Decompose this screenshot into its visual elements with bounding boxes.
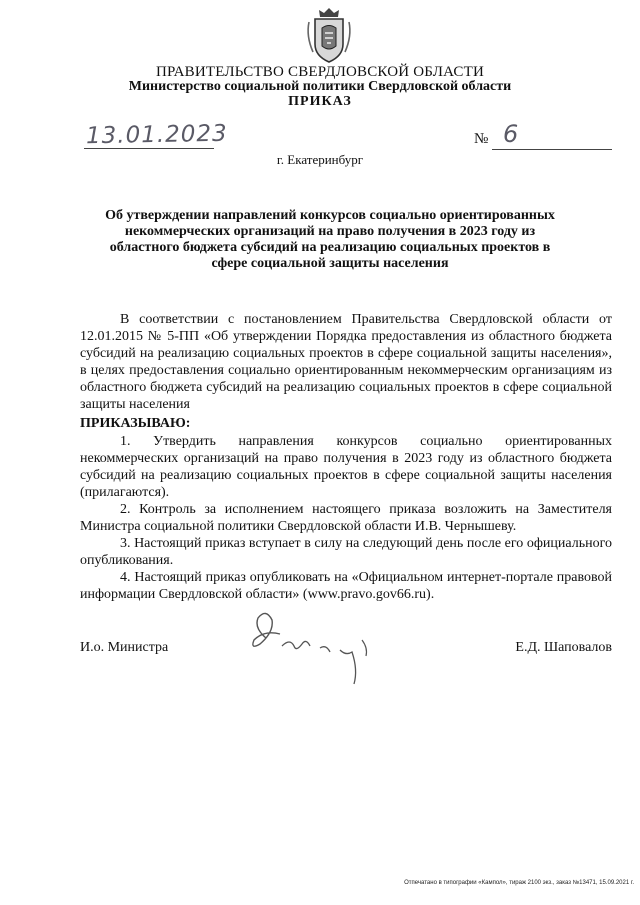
order-item-1: 1. Утвердить направления конкурсов социально ориентированных некоммерческих организаций на право получения в 2023 году из областного бюджета субсидий на реализацию социальных проектов в сфере социальной защиты населения (прилагаются).	[80, 434, 612, 500]
city: г. Екатеринбург	[276, 152, 364, 167]
coat-of-arms-icon	[305, 6, 353, 64]
signatory-name: Е.Д. Шаповалов	[515, 640, 612, 655]
handwritten-signature-icon	[236, 600, 406, 690]
government-name: ПРАВИТЕЛЬСТВО СВЕРДЛОВСКОЙ ОБЛАСТИ	[155, 64, 485, 80]
order-item-3: 3. Настоящий приказ вступает в силу на следующий день после его официального опубликования.	[80, 536, 612, 568]
document-number: 6	[503, 120, 519, 148]
order-word: ПРИКАЗЫВАЮ:	[80, 416, 191, 431]
document-type: ПРИКАЗ	[288, 94, 352, 109]
preamble-paragraph: В соответствии с постановлением Правительства Свердловской области от 12.01.2015 № 5-ПП «Об утверждении Порядка предоставления из областного бюджета субсидий на реализацию социальных проектов в сфере социальной защиты населения», в целях предоставления социально ориентированным некоммерческим организациям из областного бюджета субсидий на реализацию социальных проектов в сфере социальной защиты населения	[80, 312, 612, 412]
number-underline	[492, 149, 612, 150]
order-item-4: 4. Настоящий приказ опубликовать на «Официальном интернет-портале правовой информации Свердловской области» (www.pravo.gov66.ru).	[80, 570, 612, 602]
signatory-role: И.о. Министра	[80, 640, 169, 655]
date-underline	[84, 148, 214, 149]
print-info: Отпечатано в типографии «Кампол», тираж 2100 экз., заказ №13471, 15.09.2021 г.	[404, 880, 634, 886]
number-label: №	[474, 131, 489, 147]
document-title: Об утверждении направлений конкурсов социально ориентированных некоммерческих организаций на право получения в 2023 году из областного бюджета субсидий на реализацию социальных проектов в сфере социальной защиты населения	[105, 208, 555, 271]
ministry-name: Министерство социальной политики Свердловской области	[128, 79, 512, 94]
order-item-2: 2. Контроль за исполнением настоящего приказа возложить на Заместителя Министра социальной политики Свердловской области И.В. Чернышеву.	[80, 502, 612, 534]
document-date: 13.01.2023	[85, 120, 228, 150]
